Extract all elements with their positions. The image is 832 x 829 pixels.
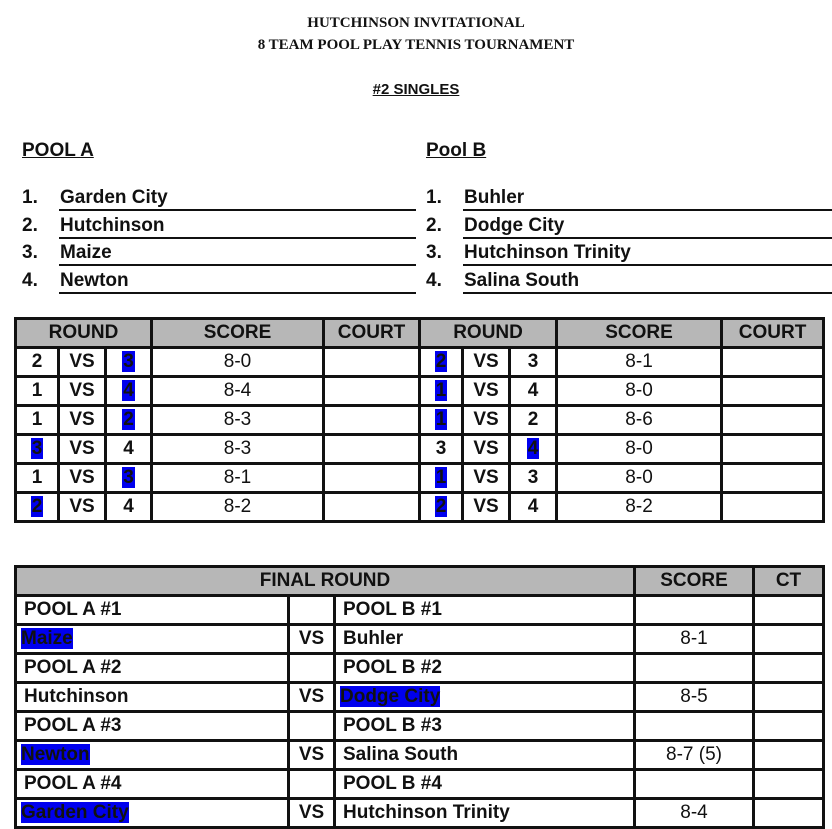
team-number-text: 1 xyxy=(31,467,43,488)
winner-highlight: 2 xyxy=(435,496,447,517)
team-cell xyxy=(16,625,289,654)
court-cell xyxy=(324,493,420,522)
team-rank: 1. xyxy=(426,187,442,208)
score-header-a: SCORE xyxy=(152,319,324,348)
team-number-text: 3 xyxy=(527,351,539,372)
team-name: Hutchinson xyxy=(59,215,416,239)
empty-cell xyxy=(635,596,754,625)
match-score: 8-1 xyxy=(152,464,324,493)
winner-highlight: Dodge City xyxy=(340,686,441,707)
team-cell xyxy=(16,799,289,828)
pool-a-seed-label: POOL A #1 xyxy=(16,596,289,625)
table-row xyxy=(16,741,824,770)
winner-highlight: 1 xyxy=(435,380,447,401)
team-number xyxy=(420,493,463,522)
team-cell xyxy=(16,741,289,770)
pool-b-team xyxy=(426,213,832,240)
tournament-title: HUTCHINSON INVITATIONAL xyxy=(307,15,525,31)
pool-a-seed-label: POOL A #4 xyxy=(16,770,289,799)
court-cell xyxy=(324,377,420,406)
team-number-text: 4 xyxy=(123,496,134,517)
match-score: 8-4 xyxy=(152,377,324,406)
team-number xyxy=(510,435,557,464)
empty-cell xyxy=(289,770,335,799)
table-row xyxy=(16,348,824,377)
winner-highlight: 1 xyxy=(435,409,447,430)
pool-a-team xyxy=(22,268,416,295)
ct-header: CT xyxy=(754,567,824,596)
team-number xyxy=(510,493,557,522)
ct-cell xyxy=(754,683,824,712)
team-number xyxy=(16,377,59,406)
final-score: 8-7 (5) xyxy=(635,741,754,770)
team-number-text: 3 xyxy=(435,438,447,459)
team-rank: 2. xyxy=(22,214,38,236)
empty-cell xyxy=(754,596,824,625)
vs-label: VS xyxy=(59,493,106,522)
team-number xyxy=(420,406,463,435)
tournament-subtitle: 8 TEAM POOL PLAY TENNIS TOURNAMENT xyxy=(257,37,575,53)
pool-b-seed-label: POOL B #3 xyxy=(335,712,635,741)
team-name: Salina South xyxy=(463,270,832,294)
court-cell xyxy=(324,348,420,377)
team-rank: 4. xyxy=(426,269,442,291)
table-row xyxy=(16,770,824,799)
winner-highlight: Maize xyxy=(21,628,73,649)
vs-label: VS xyxy=(59,435,106,464)
vs-label: VS xyxy=(289,625,335,654)
empty-cell xyxy=(289,654,335,683)
team-number xyxy=(106,464,152,493)
empty-cell xyxy=(635,654,754,683)
empty-cell xyxy=(635,770,754,799)
team-number xyxy=(510,377,557,406)
final-score: 8-5 xyxy=(635,683,754,712)
court-cell xyxy=(722,348,824,377)
vs-label: VS xyxy=(59,348,106,377)
team-number-text: 3 xyxy=(527,467,539,488)
team-number xyxy=(510,348,557,377)
vs-label: VS xyxy=(59,377,106,406)
team-number-text: 2 xyxy=(527,409,539,430)
pool-a-seed-label: POOL A #3 xyxy=(16,712,289,741)
court-cell xyxy=(722,435,824,464)
team-name: Garden City xyxy=(59,187,416,211)
team-number xyxy=(106,493,152,522)
vs-label: VS xyxy=(463,406,510,435)
team-number xyxy=(420,348,463,377)
team-number xyxy=(106,348,152,377)
pool-b-team xyxy=(426,268,832,295)
team-cell: Hutchinson xyxy=(16,683,289,712)
team-number-text: 1 xyxy=(31,409,43,430)
ct-cell xyxy=(754,625,824,654)
table-row xyxy=(16,683,824,712)
court-header-a: COURT xyxy=(324,319,420,348)
court-cell xyxy=(324,435,420,464)
team-rank: 1. xyxy=(22,187,38,208)
pool-a-heading: POOL A xyxy=(22,140,94,161)
pool-a-team xyxy=(22,185,416,212)
vs-label: VS xyxy=(463,435,510,464)
team-number xyxy=(510,464,557,493)
match-score: 8-0 xyxy=(557,377,722,406)
pool-a-seed-label: POOL A #2 xyxy=(16,654,289,683)
table-row xyxy=(16,435,824,464)
team-name: Newton xyxy=(59,270,416,294)
pool-b-seed-label: POOL B #2 xyxy=(335,654,635,683)
table-row xyxy=(16,799,824,828)
empty-cell xyxy=(289,596,335,625)
team-number xyxy=(106,435,152,464)
event-title: #2 SINGLES xyxy=(372,81,460,98)
team-rank: 4. xyxy=(22,269,38,291)
court-cell xyxy=(324,464,420,493)
team-name: Dodge City xyxy=(463,215,832,239)
team-number xyxy=(420,435,463,464)
team-number xyxy=(16,406,59,435)
court-cell xyxy=(722,377,824,406)
empty-cell xyxy=(754,770,824,799)
team-cell xyxy=(335,683,635,712)
table-row xyxy=(16,377,824,406)
final-score-header: SCORE xyxy=(635,567,754,596)
winner-highlight: 2 xyxy=(31,496,43,517)
final-round-table xyxy=(14,565,825,829)
table-row xyxy=(16,464,824,493)
match-score: 8-0 xyxy=(152,348,324,377)
table-row xyxy=(16,493,824,522)
pool-b-heading: Pool B xyxy=(426,140,487,161)
winner-highlight: Newton xyxy=(21,744,90,765)
court-header-b: COURT xyxy=(722,319,824,348)
team-number xyxy=(106,377,152,406)
empty-cell xyxy=(635,712,754,741)
round-header-b: ROUND xyxy=(420,319,557,348)
court-cell xyxy=(722,464,824,493)
winner-highlight: 4 xyxy=(123,380,134,401)
round-robin-table xyxy=(14,317,825,523)
vs-label: VS xyxy=(289,799,335,828)
match-score: 8-1 xyxy=(557,348,722,377)
team-number xyxy=(16,493,59,522)
vs-label: VS xyxy=(59,406,106,435)
table-row xyxy=(16,712,824,741)
match-score: 8-6 xyxy=(557,406,722,435)
winner-highlight: 1 xyxy=(435,467,447,488)
team-number-text: 4 xyxy=(527,380,539,401)
team-number-text: 4 xyxy=(123,438,134,459)
round-header-a: ROUND xyxy=(16,319,152,348)
match-score: 8-2 xyxy=(152,493,324,522)
team-number xyxy=(16,348,59,377)
winner-highlight: 3 xyxy=(123,467,134,488)
team-name: Hutchinson Trinity xyxy=(463,242,832,266)
team-number xyxy=(106,406,152,435)
winner-highlight: 2 xyxy=(435,351,447,372)
vs-label: VS xyxy=(289,741,335,770)
pool-a-team xyxy=(22,240,416,267)
winner-highlight: Garden City xyxy=(21,802,129,823)
team-number xyxy=(16,435,59,464)
ct-cell xyxy=(754,741,824,770)
vs-label: VS xyxy=(463,464,510,493)
team-cell: Hutchinson Trinity xyxy=(335,799,635,828)
match-score: 8-3 xyxy=(152,406,324,435)
team-rank: 3. xyxy=(426,242,442,263)
team-number-text: 4 xyxy=(527,496,539,517)
team-cell: Salina South xyxy=(335,741,635,770)
winner-highlight: 3 xyxy=(123,351,134,372)
team-name: Buhler xyxy=(463,187,832,211)
court-cell xyxy=(324,406,420,435)
pool-a-team xyxy=(22,213,416,240)
match-score: 8-2 xyxy=(557,493,722,522)
final-round-header: FINAL ROUND xyxy=(16,567,635,596)
vs-label: VS xyxy=(463,348,510,377)
vs-label: VS xyxy=(59,464,106,493)
team-number-text: 2 xyxy=(31,351,43,372)
court-cell xyxy=(722,493,824,522)
table-row xyxy=(16,654,824,683)
court-cell xyxy=(722,406,824,435)
pool-b-seed-label: POOL B #1 xyxy=(335,596,635,625)
empty-cell xyxy=(754,654,824,683)
team-number-text: 1 xyxy=(31,380,43,401)
ct-cell xyxy=(754,799,824,828)
team-rank: 2. xyxy=(426,214,442,236)
vs-label: VS xyxy=(463,493,510,522)
match-score: 8-3 xyxy=(152,435,324,464)
winner-highlight: 2 xyxy=(123,409,134,430)
table-row xyxy=(16,625,824,654)
winner-highlight: 3 xyxy=(31,438,43,459)
team-number xyxy=(510,406,557,435)
pool-b-team xyxy=(426,185,832,212)
team-number xyxy=(420,464,463,493)
vs-label: VS xyxy=(463,377,510,406)
score-header-b: SCORE xyxy=(557,319,722,348)
team-number xyxy=(16,464,59,493)
empty-cell xyxy=(754,712,824,741)
winner-highlight: 4 xyxy=(527,438,539,459)
team-name: Maize xyxy=(59,242,416,266)
table-row xyxy=(16,596,824,625)
vs-label: VS xyxy=(289,683,335,712)
table-row xyxy=(16,406,824,435)
pool-b-seed-label: POOL B #4 xyxy=(335,770,635,799)
team-number xyxy=(420,377,463,406)
final-score: 8-4 xyxy=(635,799,754,828)
team-cell: Buhler xyxy=(335,625,635,654)
pool-b-team xyxy=(426,240,832,267)
match-score: 8-0 xyxy=(557,435,722,464)
final-score: 8-1 xyxy=(635,625,754,654)
match-score: 8-0 xyxy=(557,464,722,493)
empty-cell xyxy=(289,712,335,741)
team-rank: 3. xyxy=(22,242,38,263)
